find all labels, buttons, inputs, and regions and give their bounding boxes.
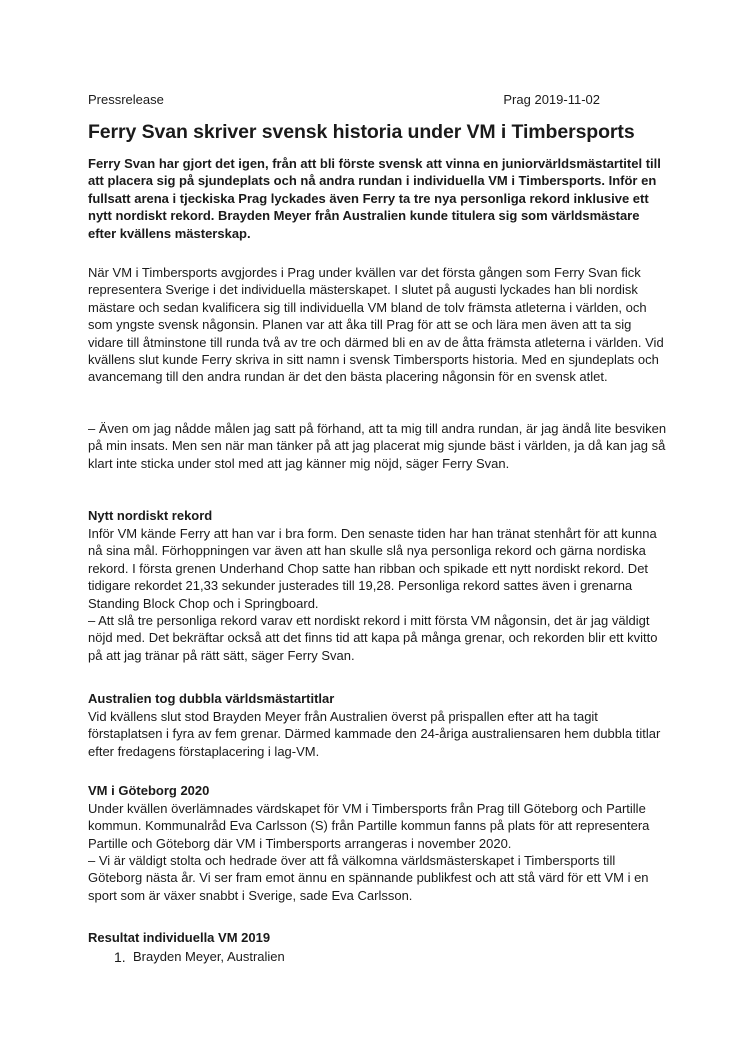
section-australia-paragraph: Vid kvällens slut stod Brayden Meyer från Australien överst på prispallen efter att ha tagit förstaplatsen i fyra av fem grenar. Därmed kammade den 24-åriga australiensaren hem dubbla titlar efter fredagens förstaplacering i lag-VM. [88,709,661,759]
document-header [88,92,600,110]
results-heading: Resultat individuella VM 2019 [88,930,271,945]
list-item-number: 1. [114,949,126,965]
section-heading-australia: Australien tog dubbla världsmästartitlar [88,691,335,706]
document-type: Pressrelease [88,92,164,107]
results-list [88,948,668,966]
section-goteborg-paragraph: Under kvällen överlämnades värdskapet för VM i Timbersports från Prag till Göteborg och Partille kommun. Kommunalråd Eva Carlsson (S) från Partille kommun fanns på plats för att representera Partille och Göteborg där VM i Timbersports arrangeras i november 2020. [88,801,650,851]
section-heading-goteborg: VM i Göteborg 2020 [88,783,210,798]
page-title: Ferry Svan skriver svensk historia under VM i Timbersports [88,121,635,143]
location-date: Prag 2019-11-02 [503,92,600,107]
section-heading-record: Nytt nordiskt rekord [88,508,213,523]
list-item-text: Brayden Meyer, Australien [133,949,285,964]
section-record-quote: – Att slå tre personliga rekord varav ett nordiskt rekord i mitt första VM någonsin, det är jag väldigt nöjd med. Det bekräftar också att det finns tid att kapa på många grenar, och rekorden blir ett kvitto på att jag tränar på rätt sätt, säger Ferry Svan. [88,613,658,663]
lead-paragraph: Ferry Svan har gjort det igen, från att bli förste svensk att vinna en juniorvärldsmästartitel till att placera sig på sjundeplats och nå andra rundan i individuella VM i Timbersports. Inför en fullsatt arena i tjeckiska Prag lyckades även Ferry ta tre nya personliga rekord inklusive ett nytt nordiskt rekord. Brayden Meyer från Australien kunde titulera sig som världsmästare efter kvällens mästerskap. [88,156,661,241]
intro-quote: – Även om jag nådde målen jag satt på förhand, att ta mig till andra rundan, är jag ändå lite besviken på min insats. Men sen när man tänker på att jag placerat mig sjunde bäst i världen, ja då kan jag så klart inte sticka under stol med att jag känner mig nöjd, säger Ferry Svan. [88,421,667,471]
intro-paragraph: När VM i Timbersports avgjordes i Prag under kvällen var det första gången som Ferry Svan fick representera Sverige i det individuella mästerskapet. I slutet på augusti lyckades han bli nordisk mästare och sedan kvalificera sig till individuella VM bland de tolv främsta atleterna i världen, och som yngste svensk någonsin. Planen var att åka till Prag för att se och lära men även att ta sig vidare till åtminstone till runda två av tre och därmed bli en av de åtta främsta atleterna i världen. Vid kvällens slut kunde Ferry skriva in sitt namn i svensk Timbersports historia. Med en sjundeplats och avancemang till den andra rundan är det den bästa placering någonsin för en svensk atlet. [88,265,664,385]
list-item [88,948,668,966]
section-record-paragraph: Inför VM kände Ferry att han var i bra form. Den senaste tiden har han tränat stenhårt för att kunna nå sina mål. Förhoppningen var även att han skulle slå nya personliga rekord och gärna nordiska rekord. I första grenen Underhand Chop satte han ribban och spikade ett nytt nordiskt rekord. Det tidigare rekordet 21,33 sekunder justerades till 19,28. Personliga rekord sattes även i grenarna Standing Block Chop och i Springboard. [88,526,657,611]
section-goteborg-quote: – Vi är väldigt stolta och hedrade över att få välkomna världsmästerskapet i Timbersports till Göteborg nästa år. Vi ser fram emot ännu en spännande publikfest och att stå värd för ett VM i en sport som är växer snabbt i Sverige, sade Eva Carlsson. [88,853,649,903]
